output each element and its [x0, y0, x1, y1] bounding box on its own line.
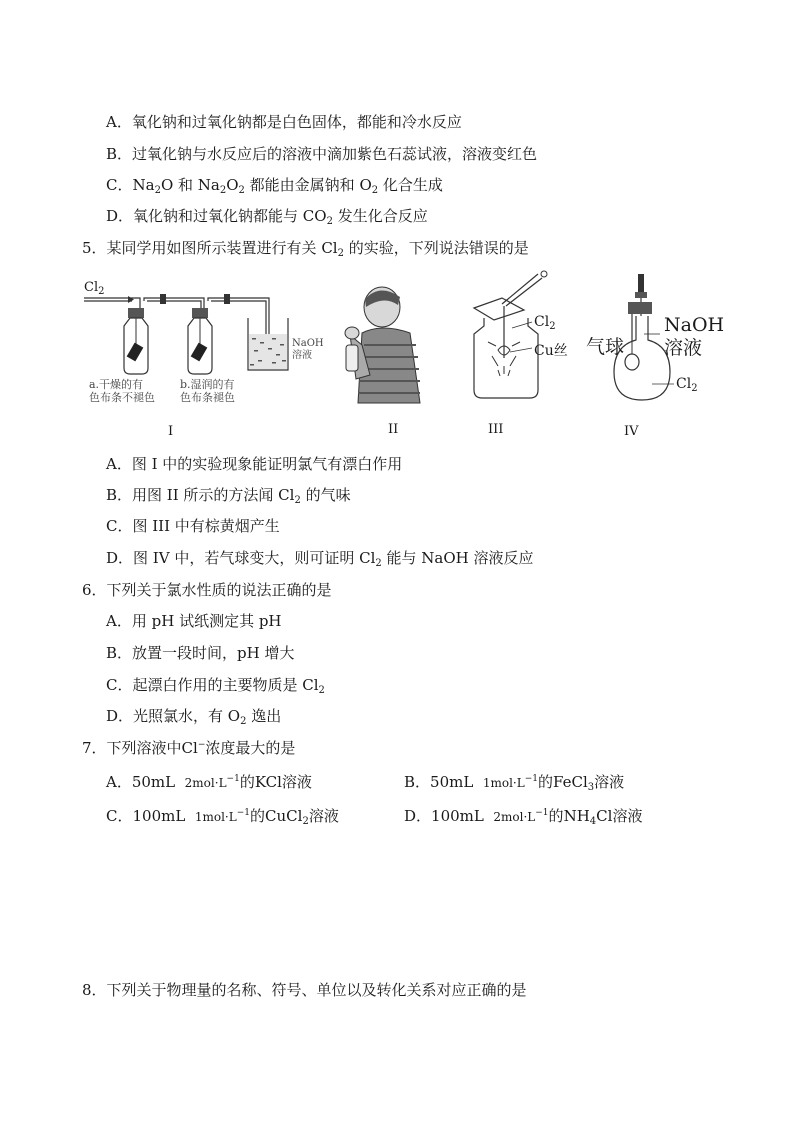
q4-option-a: A．氧化钠和过氧化钠都是白色固体，都能和冷水反应	[106, 113, 462, 131]
fig4-balloon-label: 气球	[586, 336, 625, 358]
figure-i-apparatus	[84, 278, 334, 413]
q6-stem: 6．下列关于氯水性质的说法正确的是	[82, 581, 332, 599]
q6-option-b: B．放置一段时间，pH 增大	[106, 644, 295, 662]
q6-option-d: D．光照氯水，有 $O_2$ 逸出	[106, 707, 282, 727]
figure-label-i: I	[168, 424, 174, 439]
beaker-naoh-label: NaOH 溶液	[292, 338, 324, 361]
figure-iii-cu-wire	[462, 270, 582, 410]
q4-option-c: C．$Na_2O$ 和 $Na_2O_2$ 都能由金属钠和 $O_2$ 化合生成	[106, 176, 443, 196]
q6-option-c: C．起漂白作用的主要物质是 $Cl_2$	[106, 676, 325, 696]
q7-stem: 7．下列溶液中Cl−浓度最大的是	[82, 739, 296, 757]
figure-ii-person	[340, 285, 440, 405]
q8-stem: 8．下列关于物理量的名称、符号、单位以及转化关系对应正确的是	[82, 981, 527, 999]
figure-ii-drawing	[340, 285, 440, 405]
q6-option-a: A．用 pH 试纸测定其 pH	[106, 612, 282, 630]
bottle-a-caption: a.干燥的有 色布条不褪色	[89, 378, 155, 404]
fig4-naoh-label: NaOH 溶液	[664, 314, 725, 359]
q5-option-c: C．图 III 中有棕黄烟产生	[106, 517, 280, 535]
q5-option-a: A．图 I 中的实验现象能证明氯气有漂白作用	[106, 455, 403, 473]
figure-label-iii: III	[488, 422, 504, 437]
figure-iv-flask	[586, 268, 738, 410]
figure-label-iv: IV	[624, 424, 639, 439]
fig3-cl2-label: $Cl_2$	[534, 314, 556, 332]
q4-option-d: D．氧化钠和过氧化钠都能与 $CO_2$ 发生化合反应	[106, 207, 428, 227]
q7-option-b: B．50mL $1mol\cdot L^{-1}$的FeCl$_3$溶液	[404, 773, 625, 793]
q7-option-d: D．100mL $2mol\cdot L^{-1}$的$NH_4Cl$溶液	[404, 807, 643, 827]
q4-option-b: B．过氧化钠与水反应后的溶液中滴加紫色石蕊试液，溶液变红色	[106, 145, 538, 163]
q5-option-b: B．用图 II 所示的方法闻 $Cl_2$ 的气味	[106, 486, 351, 506]
fig4-cl2-label: $Cl_2$	[676, 376, 698, 394]
q5-option-d: D．图 IV 中，若气球变大，则可证明 $Cl_2$ 能与 NaOH 溶液反应	[106, 549, 534, 569]
q7-option-a: A．50mL $2mol\cdot L^{-1}$的KCl溶液	[106, 773, 312, 791]
fig3-cu-label: Cu丝	[534, 343, 568, 359]
figure-label-ii: II	[388, 422, 399, 437]
q5-stem: 5．某同学用如图所示装置进行有关 $Cl_2$ 的实验，下列说法错误的是	[82, 239, 529, 259]
q7-option-c: C．100mL $1mol\cdot L^{-1}$的CuCl$_2$溶液	[106, 807, 339, 827]
cl2-inlet-label: $Cl_2$	[84, 280, 105, 297]
bottle-b-caption: b.湿润的有 色布条褪色	[180, 378, 235, 404]
